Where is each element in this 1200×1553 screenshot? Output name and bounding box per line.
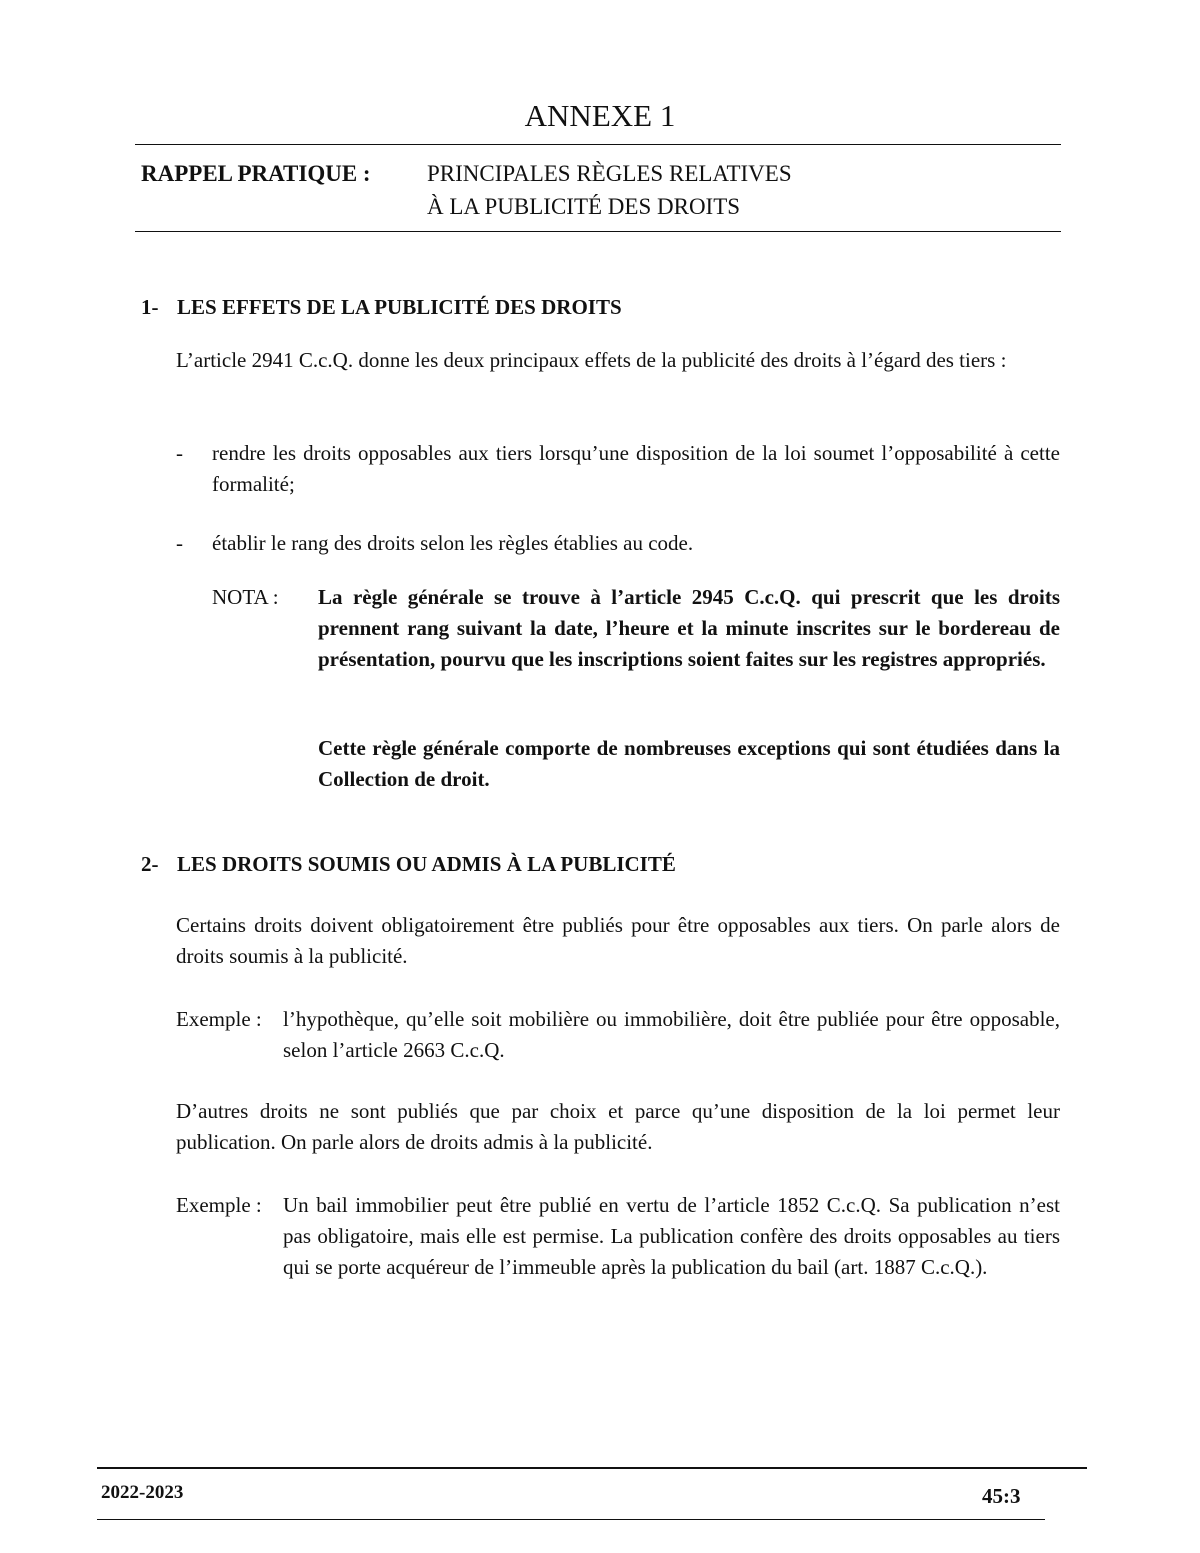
nota-paragraph-2: Cette règle générale comporte de nombreuses exceptions qui sont étudiées dans la Collection de droit. [318,736,1060,791]
section-2-title: LES DROITS SOUMIS OU ADMIS À LA PUBLICITÉ [177,852,676,876]
heading-bottom-rule [135,231,1061,232]
heading-line-1: PRINCIPALES RÈGLES RELATIVES [427,161,792,186]
bullet-marker: - [176,441,183,465]
example-label: Exemple : [176,1007,262,1031]
section-2-paragraph-1: Certains droits doivent obligatoirement être publiés pour être opposables aux tiers. On parle alors de droits soumis à la publicité. [176,913,1060,968]
bullet-item-2: établir le rang des droits selon les règles établies au code. [212,531,694,555]
annex-title: ANNEXE 1 [524,98,676,133]
section-2-paragraph-2: D’autres droits ne sont publiés que par choix et parce qu’une disposition de la loi permet leur publication. On parle alors de droits admis à la publicité. [176,1099,1060,1154]
section-2-number: 2- [141,852,159,876]
heading-label: RAPPEL PRATIQUE : [141,161,371,186]
heading-line-2: À LA PUBLICITÉ DES DROITS [427,194,741,219]
section-1-intro: L’article 2941 C.c.Q. donne les deux principaux effets de la publicité des droits à l’égard des tiers : [176,348,1007,372]
example-2-text: Un bail immobilier peut être publié en vertu de l’article 1852 C.c.Q. Sa publication n’est pas obligatoire, mais elle est permise. La publication confère des droits opposables au tiers qui se porte acquéreur de l’immeuble après la publication du bail (art. 1887 C.c.Q.). [283,1193,1060,1279]
bullet-marker: - [176,531,183,555]
section-1-number: 1- [141,295,159,319]
example-1-text: l’hypothèque, qu’elle soit mobilière ou immobilière, doit être publiée pour être opposable, selon l’article 2663 C.c.Q. [283,1007,1060,1062]
footer-page-number: 45:3 [982,1484,1021,1508]
section-1-title: LES EFFETS DE LA PUBLICITÉ DES DROITS [177,295,622,319]
footer-top-rule [97,1467,1087,1469]
bullet-item-1: rendre les droits opposables aux tiers lorsqu’une disposition de la loi soumet l’opposabilité à cette formalité; [212,441,1060,496]
nota-label: NOTA : [212,585,279,609]
example-label: Exemple : [176,1193,262,1217]
nota-paragraph-1: La règle générale se trouve à l’article 2945 C.c.Q. qui prescrit que les droits prennent rang suivant la date, l’heure et la minute inscrites sur le bordereau de présentation, pourvu que les inscriptions soient faites sur les registres appropriés. [318,585,1060,671]
footer-bottom-rule [97,1519,1045,1520]
footer-year: 2022-2023 [101,1482,184,1503]
heading-top-rule [135,144,1061,145]
